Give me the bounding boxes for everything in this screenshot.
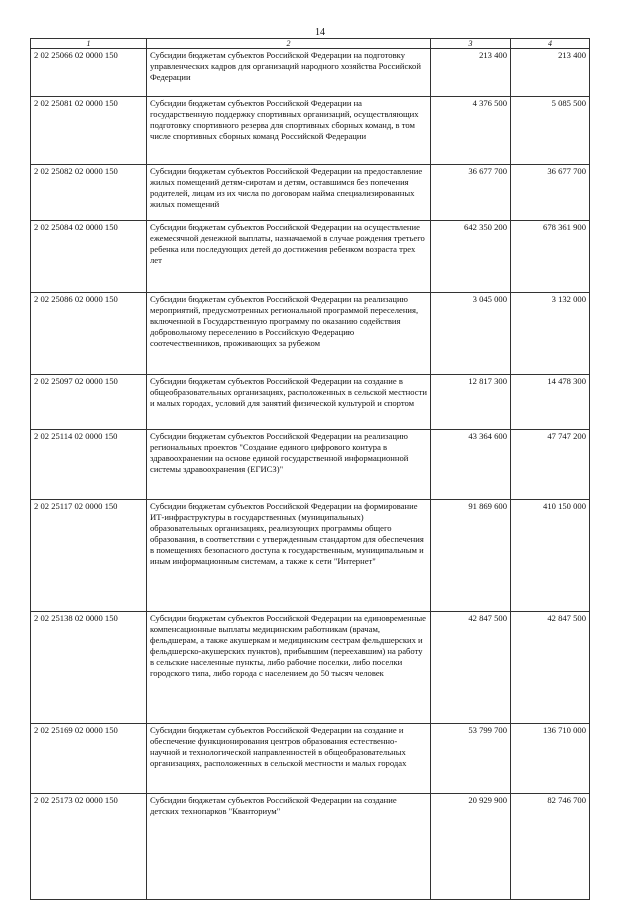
budget-code: 2 02 25066 02 0000 150 <box>31 49 147 97</box>
table-row <box>31 500 590 612</box>
table-row <box>31 724 590 794</box>
budget-description: Субсидии бюджетам субъектов Российской Федерации на осуществление ежемесячной денежной выплаты, назначаемой в случае рождения третьего ребенка или последующих детей до достижения ребенком возраста трех лет <box>147 221 431 293</box>
amount-col3: 20 929 900 <box>431 794 511 900</box>
table-row <box>31 375 590 430</box>
budget-description: Субсидии бюджетам субъектов Российской Федерации на предоставление жилых помещений детям-сиротам и детям, оставшимся без попечения родителей, лицам из их числа по договорам найма специализированных жилых помещений <box>147 165 431 221</box>
budget-code: 2 02 25097 02 0000 150 <box>31 375 147 430</box>
header-cell-2: 2 <box>147 39 431 49</box>
budget-code: 2 02 25169 02 0000 150 <box>31 724 147 794</box>
amount-col4: 678 361 900 <box>511 221 590 293</box>
amount-col4: 213 400 <box>511 49 590 97</box>
header-cell-4: 4 <box>511 39 590 49</box>
table-row <box>31 221 590 293</box>
amount-col4: 5 085 500 <box>511 97 590 165</box>
budget-code: 2 02 25173 02 0000 150 <box>31 794 147 900</box>
budget-code: 2 02 25086 02 0000 150 <box>31 293 147 375</box>
table-row <box>31 97 590 165</box>
amount-col3: 3 045 000 <box>431 293 511 375</box>
budget-code: 2 02 25081 02 0000 150 <box>31 97 147 165</box>
amount-col3: 36 677 700 <box>431 165 511 221</box>
amount-col4: 136 710 000 <box>511 724 590 794</box>
amount-col3: 53 799 700 <box>431 724 511 794</box>
table-row <box>31 430 590 500</box>
budget-description: Субсидии бюджетам субъектов Российской Федерации на создание детских технопарков "Кванториум" <box>147 794 431 900</box>
budget-description: Субсидии бюджетам субъектов Российской Федерации на подготовку управленческих кадров для организаций народного хозяйства Российской Федерации <box>147 49 431 97</box>
amount-col4: 410 150 000 <box>511 500 590 612</box>
amount-col3: 642 350 200 <box>431 221 511 293</box>
budget-description: Субсидии бюджетам субъектов Российской Федерации на создание и обеспечение функционирования центров образования естественно-научной и технологической направленностей в общеобразовательных организациях, расположенных в сельской местности и малых городах <box>147 724 431 794</box>
table-row <box>31 165 590 221</box>
amount-col3: 12 817 300 <box>431 375 511 430</box>
table-header-row <box>31 39 590 49</box>
amount-col4: 42 847 500 <box>511 612 590 724</box>
budget-description: Субсидии бюджетам субъектов Российской Федерации на реализацию региональных проектов "Создание единого цифрового контура в здравоохранении на основе единой государственной информационной системы здравоохранения (ЕГИСЗ)" <box>147 430 431 500</box>
budget-description: Субсидии бюджетам субъектов Российской Федерации на единовременные компенсационные выплаты медицинским работникам (врачам, фельдшерам, а также акушеркам и медицинским сестрам фельдшерских и фельдшерско-акушерских пунктов), прибывшим (переехавшим) на работу в сельские населенные пункты, либо рабочие поселки, либо поселки городского типа, либо города с населением до 50 тысяч человек <box>147 612 431 724</box>
amount-col4: 36 677 700 <box>511 165 590 221</box>
table-row <box>31 49 590 97</box>
budget-description: Субсидии бюджетам субъектов Российской Федерации на формирование ИТ-инфраструктуры в государственных (муниципальных) образовательных организациях, реализующих программы общего образования, в соответствии с утвержденным стандартом для обеспечения в помещениях безопасного доступа к государственным, муниципальным и иным информационным системам, а также к сети "Интернет" <box>147 500 431 612</box>
budget-code: 2 02 25117 02 0000 150 <box>31 500 147 612</box>
page-number: 14 <box>315 27 325 38</box>
amount-col3: 4 376 500 <box>431 97 511 165</box>
budget-description: Субсидии бюджетам субъектов Российской Федерации на создание в общеобразовательных организациях, расположенных в сельской местности и малых городах, условий для занятий физической культурой и спортом <box>147 375 431 430</box>
table-row <box>31 293 590 375</box>
amount-col4: 14 478 300 <box>511 375 590 430</box>
amount-col4: 3 132 000 <box>511 293 590 375</box>
budget-code: 2 02 25084 02 0000 150 <box>31 221 147 293</box>
budget-description: Субсидии бюджетам субъектов Российской Федерации на государственную поддержку спортивных организаций, осуществляющих подготовку спортивного резерва для спортивных сборных команд, в том числе спортивных сборных команд Российской Федерации <box>147 97 431 165</box>
table-row <box>31 794 590 900</box>
table-row <box>31 612 590 724</box>
header-cell-1: 1 <box>31 39 147 49</box>
amount-col3: 42 847 500 <box>431 612 511 724</box>
amount-col4: 47 747 200 <box>511 430 590 500</box>
amount-col3: 91 869 600 <box>431 500 511 612</box>
budget-code: 2 02 25138 02 0000 150 <box>31 612 147 724</box>
budget-code: 2 02 25114 02 0000 150 <box>31 430 147 500</box>
amount-col3: 43 364 600 <box>431 430 511 500</box>
header-cell-3: 3 <box>431 39 511 49</box>
amount-col3: 213 400 <box>431 49 511 97</box>
budget-code: 2 02 25082 02 0000 150 <box>31 165 147 221</box>
budget-description: Субсидии бюджетам субъектов Российской Федерации на реализацию мероприятий, предусмотренных региональной программой переселения, включенной в Государственную программу по оказанию содействия добровольному переселению в Российскую Федерацию соотечественников, проживающих за рубежом <box>147 293 431 375</box>
amount-col4: 82 746 700 <box>511 794 590 900</box>
budget-table <box>30 38 590 900</box>
